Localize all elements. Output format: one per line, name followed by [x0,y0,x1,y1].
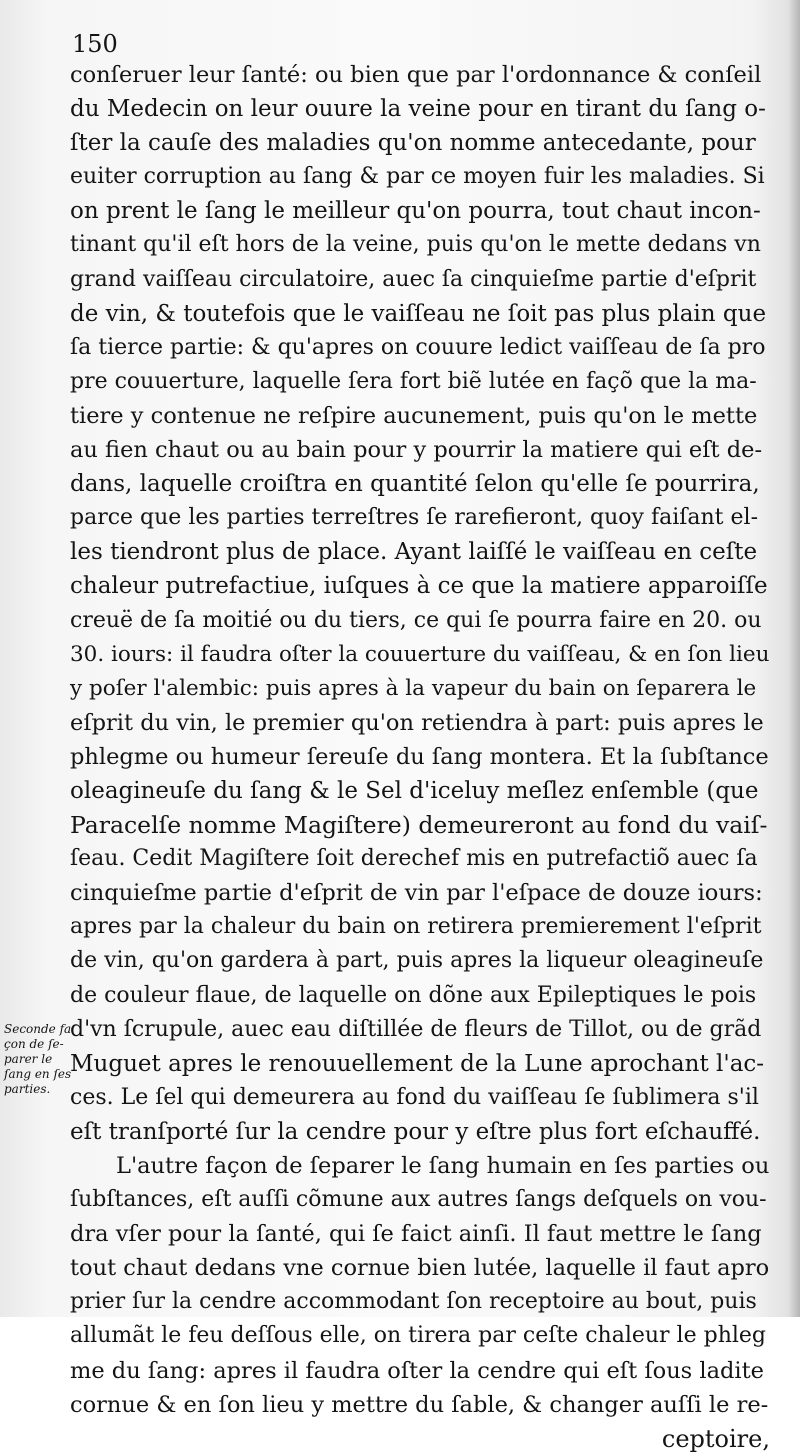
text-line: parce que les parties terreſtres ſe rarefieront, quoy faiſant el- [70,505,759,531]
margin-note-line: Seconde fa [4,1022,72,1036]
text-line: apres par la chaleur du bain on retirera premierement l'eſprit [70,914,762,940]
page-number: 150 [72,30,118,58]
catchword: ceptoire, [661,1424,770,1453]
text-line: d'vn ſcrupule, auec eau diſtillée de fleurs de Tillot, ou de grãd [70,1016,762,1042]
text-line: les tiendront plus de place. Ayant laiſſé le vaiſſeau en ceſte [70,539,758,566]
margin-note-line: ſang en ſes [4,1067,72,1081]
text-line: de vin, & toutefois que le vaiſſeau ne ſoit pas plus plain que [70,300,767,327]
text-line: cornue & en ſon lieu y mettre du ſable, & changer auſſi le re- [70,1391,769,1418]
text-line: de vin, qu'on gardera à part, puis apres la liqueur oleagineuſe [70,948,764,974]
text-line: tiere y contenue ne reſpire aucunement, puis qu'on le mette [70,402,758,429]
text-line: cinquieſme partie d'eſprit de vin par l'eſpace de douze iours: [70,880,763,907]
text-line: dans, laquelle croiſtra en quantité ſelon qu'elle ſe pourrira, [70,471,760,498]
margin-note [4,1022,78,1097]
text-line: au fien chaut ou au bain pour y pourrir la matiere qui eſt de- [70,437,763,464]
text-line: du Medecin on leur ouure la veine pour en tirant du ſang o- [70,96,766,123]
text-line: ſa tierce partie: & qu'apres on couure ledict vaiſſeau de ſa pro [70,334,766,360]
margin-note-line: çon de ſe- [4,1037,64,1051]
text-line: chaleur putrefactiue, iuſques à ce que la matiere apparoiſſe [70,573,768,600]
text-line: grand vaiſſeau circulatoire, auec ſa cinquieſme partie d'eſprit [70,266,757,292]
text-line: Muguet apres le renouuellement de la Lune aprochant l'ac- [70,1050,765,1077]
text-line: dra vſer pour la ſanté, qui ſe faict ainſi. Il faut mettre le ſang [70,1221,762,1248]
text-line: allumãt le feu deſſous elle, on tirera par ceſte chaleur le phleg [70,1323,766,1349]
margin-note-line: parties. [4,1082,51,1096]
paragraph-start-line: L'autre façon de ſeparer le ſang humain en ſes parties ou [116,1153,770,1179]
text-line: on prent le ſang le meilleur qu'on pourra, tout chaut incon- [70,198,761,225]
text-line: eſt tranſporté ſur la cendre pour y eſtre plus fort eſchauffé. [70,1118,761,1145]
text-line: eſprit du vin, le premier qu'on retiendra à part: puis apres le [70,709,764,736]
text-line: ces. Le ſel qui demeurera au fond du vaiſſeau ſe ſublimera s'il [70,1084,759,1110]
body-text [70,58,770,1456]
text-line: Paracelſe nomme Magiſtere) demeureront au fond du vaiſ- [70,811,768,840]
text-line: pre couuerture, laquelle ſera fort biẽ lutée en façõ que la ma- [70,368,757,394]
text-line: me du ſang: apres il faudra oſter la cendre qui eſt ſous ladite [70,1357,764,1384]
text-line: de couleur flaue, de laquelle on dõne aux Epileptiques le pois [70,982,757,1008]
text-line: phlegme ou humeur ſereuſe du ſang montera. Et la ſubſtance [70,743,769,770]
text-line: conſeruer leur ſanté: ou bien que par l'ordonnance & conſeil [70,62,762,88]
text-line: ſter la cauſe des maladies qu'on nomme antecedante, pour [70,130,756,157]
text-line: creuë de ſa moitié ou du tiers, ce qui ſe pourra faire en 20. ou [70,607,762,633]
margin-note-line: parer le [4,1052,53,1066]
text-line: ſubſtances, eſt auſſi cõmune aux autres ſangs deſquels on vou- [70,1187,767,1213]
text-line: tout chaut dedans vne cornue bien lutée, laquelle il faut apro [70,1255,770,1282]
text-line: prier ſur la cendre accommodant ſon receptoire au bout, puis [70,1289,757,1315]
text-line: y poſer l'alembic: puis apres à la vapeur du bain on ſeparera le [70,675,757,701]
text-line: tinant qu'il eſt hors de la veine, puis qu'on le mette dedans vn [70,232,761,258]
text-line: euiter corruption au ſang & par ce moyen fuir les maladies. Si [70,164,765,190]
text-line: ſeau. Cedit Magiſtere ſoit derechef mis en putrefactiõ auec ſa [70,846,758,872]
text-line: 30. iours: il faudra oſter la couuerture du vaiſſeau, & en ſon lieu [70,641,770,667]
text-line: oleagineuſe du ſang & le Sel d'iceluy meſlez enſemble (que [70,777,759,804]
